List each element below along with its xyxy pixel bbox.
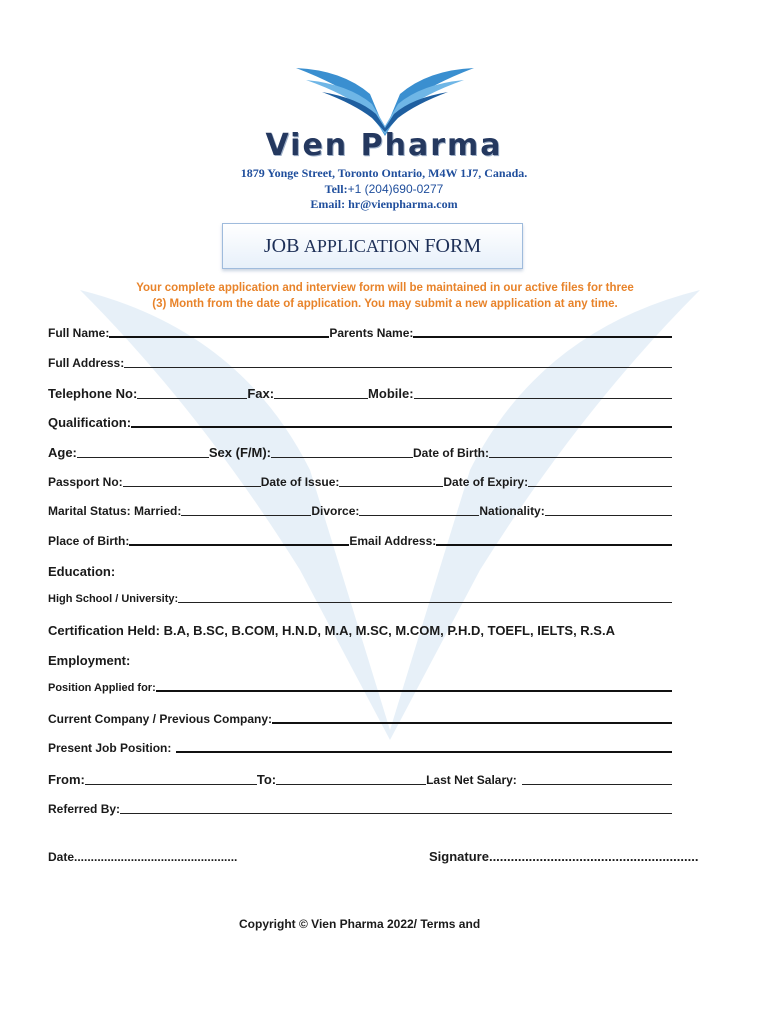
divorce-field[interactable]: [359, 514, 479, 516]
dob-field[interactable]: [489, 456, 672, 458]
position-applied-label: Position Applied for:: [48, 682, 156, 694]
age-field[interactable]: [77, 456, 209, 458]
copyright-footer: Copyright © Vien Pharma 2022/ Terms and: [239, 917, 481, 931]
company-phone: Tell:+1 (204)690-0277: [324, 182, 444, 196]
present-position-label: Present Job Position:: [48, 741, 172, 755]
qualification-label: Qualification:: [48, 415, 132, 430]
company-address: 1879 Yonge Street, Toronto Ontario, M4W 1J7, Canada.: [240, 166, 528, 180]
parents-name-label: Parents Name:: [329, 326, 414, 340]
sex-label: Sex (F/M):: [208, 445, 272, 460]
row-referred-by: [48, 802, 672, 816]
row-marital: [48, 504, 672, 518]
married-field[interactable]: [181, 514, 311, 516]
mobile-label: Mobile:: [368, 386, 414, 401]
current-company-field[interactable]: [272, 721, 672, 724]
education-heading: Education:: [48, 564, 116, 579]
last-salary-field[interactable]: [522, 783, 672, 785]
qualification-field[interactable]: [131, 425, 672, 428]
fax-field[interactable]: [274, 397, 368, 399]
to-field[interactable]: [276, 783, 426, 785]
retention-notice: Your complete application and interview form will be maintained in our active files for three (3) Month from the date of application. You may submit a new application at any time.: [136, 282, 634, 310]
referred-by-field[interactable]: [120, 812, 672, 814]
row-address: [48, 356, 672, 370]
email-address-field[interactable]: [436, 543, 672, 546]
date-issue-label: Date of Issue:: [260, 475, 340, 489]
row-birth-email: [48, 534, 672, 548]
sex-field[interactable]: [271, 456, 413, 458]
certification-label: Certification Held: B.A, B.SC, B.COM, H.N.D, M.A, M.SC, M.COM, P.H.D, TOEFL, IELTS, R.S.A: [48, 623, 615, 638]
row-current-company: [48, 712, 672, 726]
date-signoff[interactable]: Date.................................................: [48, 850, 238, 864]
signature-signoff[interactable]: Signature..........................................................: [429, 849, 699, 864]
fax-label: Fax:: [247, 386, 275, 401]
full-address-field[interactable]: [124, 366, 672, 368]
full-name-label: Full Name:: [48, 326, 110, 340]
telephone-field[interactable]: [137, 397, 247, 399]
row-high-school: [48, 593, 672, 605]
full-address-label: Full Address:: [48, 356, 125, 370]
current-company-label: Current Company / Previous Company:: [48, 712, 273, 726]
company-email: Email: hr@vienpharma.com: [310, 197, 458, 211]
parents-name-field[interactable]: [413, 335, 672, 338]
from-label: From:: [48, 772, 85, 787]
row-names: [48, 326, 672, 340]
passport-label: Passport No:: [48, 475, 123, 489]
date-expiry-label: Date of Expiry:: [443, 475, 529, 489]
row-position-applied: [48, 682, 672, 694]
company-name: Vien Pharma: [265, 128, 503, 163]
age-label: Age:: [48, 445, 77, 460]
form-title: JOB APPLICATION FORM: [222, 223, 523, 269]
row-passport: [48, 475, 672, 489]
divorce-label: Divorce:: [311, 504, 360, 518]
row-qualification: [48, 415, 672, 430]
row-phones: [48, 386, 672, 401]
high-school-field[interactable]: [178, 601, 672, 603]
place-birth-label: Place of Birth:: [48, 534, 130, 548]
last-salary-label: Last Net Salary:: [426, 773, 517, 787]
dob-label: Date of Birth:: [413, 446, 490, 460]
date-expiry-field[interactable]: [528, 485, 672, 487]
position-applied-field[interactable]: [156, 689, 672, 692]
row-age: [48, 445, 672, 460]
row-certification: [48, 623, 672, 638]
to-label: To:: [256, 772, 277, 787]
from-field[interactable]: [85, 783, 257, 785]
passport-field[interactable]: [123, 485, 261, 487]
nationality-label: Nationality:: [479, 504, 545, 518]
referred-by-label: Referred By:: [48, 802, 121, 816]
date-issue-field[interactable]: [339, 485, 443, 487]
place-birth-field[interactable]: [129, 543, 349, 546]
high-school-label: High School / University:: [48, 593, 179, 605]
mobile-field[interactable]: [414, 397, 672, 399]
telephone-label: Telephone No:: [48, 386, 138, 401]
nationality-field[interactable]: [545, 514, 672, 516]
row-from-to: [48, 772, 672, 787]
present-position-field[interactable]: [176, 750, 672, 753]
email-address-label: Email Address:: [349, 534, 437, 548]
full-name-field[interactable]: [109, 335, 329, 338]
marital-label: Marital Status: Married:: [48, 504, 182, 518]
row-present-position: [48, 741, 672, 755]
v-wing-logo: [292, 64, 478, 136]
employment-heading: Employment:: [48, 653, 131, 668]
